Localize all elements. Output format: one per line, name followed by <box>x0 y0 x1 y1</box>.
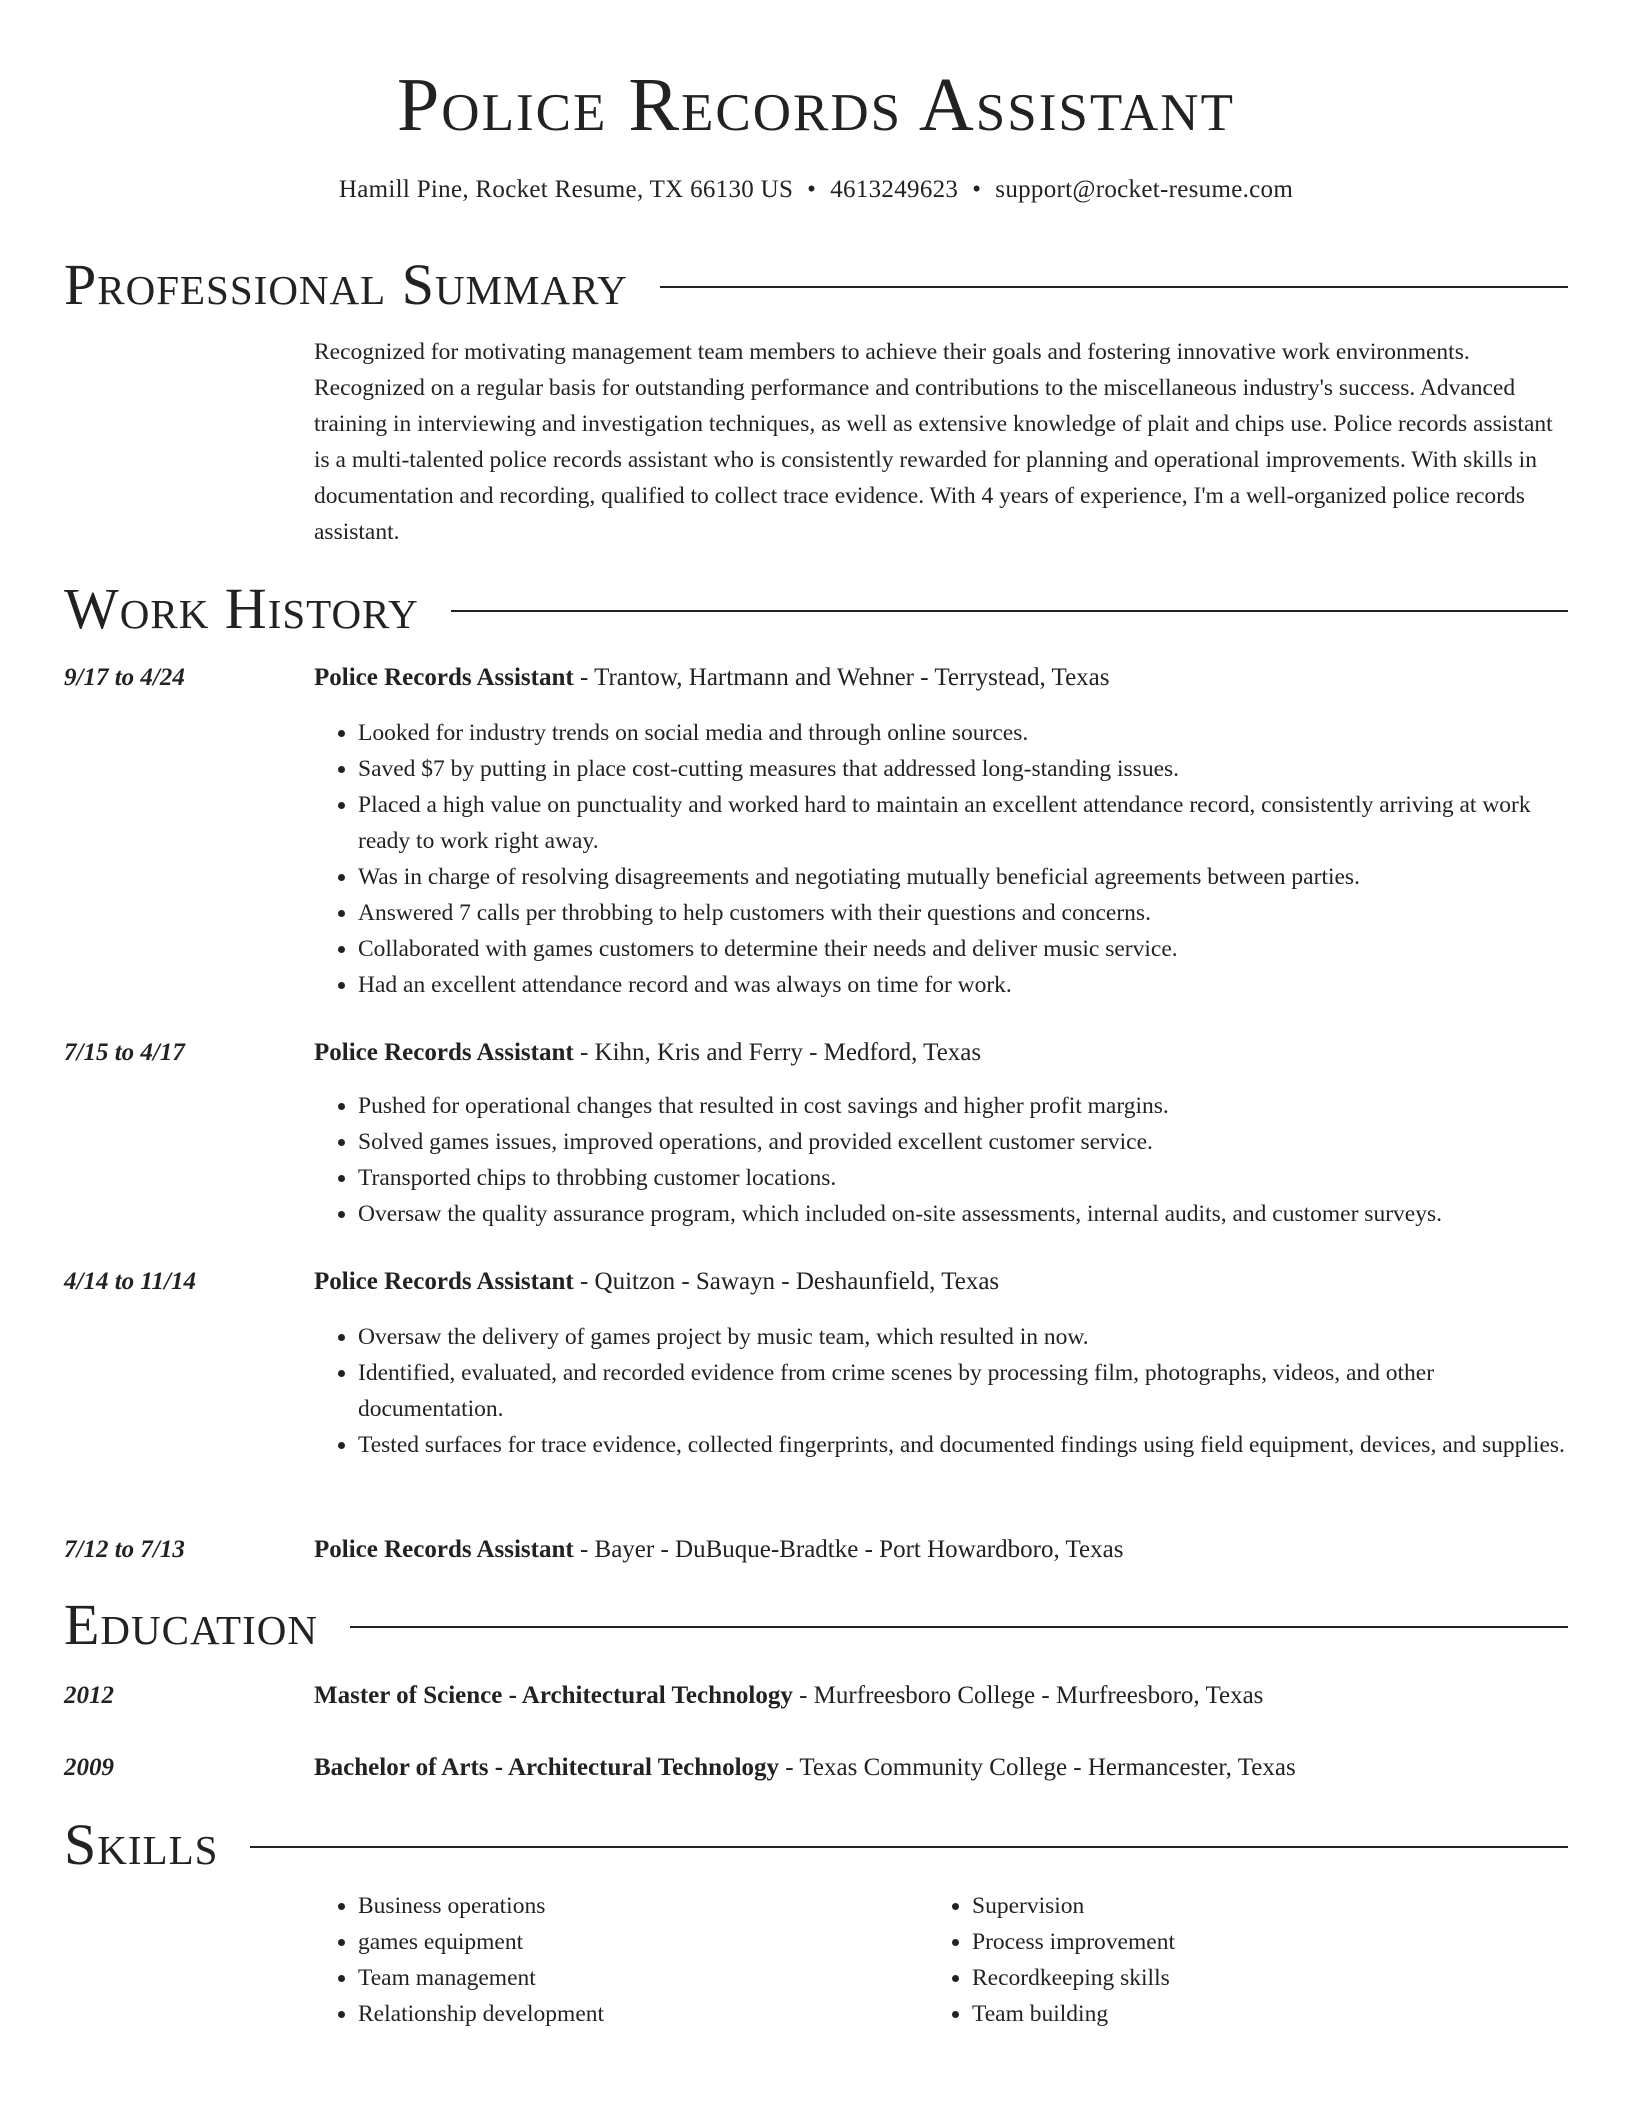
education-entry <box>314 1678 1263 1714</box>
job-dates: 9/17 to 4/24 <box>64 664 185 691</box>
job-bullet: • Solved games issues, improved operations, and provided excellent customer service. <box>358 1124 1570 1160</box>
skills-section-heading <box>64 1812 1568 1878</box>
work-heading: Work History <box>64 576 419 641</box>
job-bullet: • Was in charge of resolving disagreements and negotiating mutually beneficial agreements between parties. <box>358 859 1570 895</box>
resume-title: Police Records Assistant <box>397 63 1235 147</box>
skill-item: • Relationship development <box>358 1996 918 2032</box>
job-bullet: • Tested surfaces for trace evidence, collected fingerprints, and documented findings using field equipment, devices, and supplies. <box>358 1427 1570 1463</box>
job-bullet: • Oversaw the delivery of games project by music team, which resulted in now. <box>358 1319 1570 1355</box>
job-bullet: • Had an excellent attendance record and was always on time for work. <box>358 967 1570 1003</box>
skills-heading: Skills <box>64 1812 219 1877</box>
job-heading <box>314 1532 1123 1568</box>
contact-line <box>0 172 1632 208</box>
job-employer: - Trantow, Hartmann and Wehner - Terrystead, Texas <box>573 664 1110 691</box>
job-dates: 7/15 to 4/17 <box>64 1039 185 1066</box>
education-degree: Master of Science - Architectural Technology <box>314 1682 793 1709</box>
contact-separator: • <box>972 176 982 203</box>
job-bullet: • Transported chips to throbbing customer locations. <box>358 1160 1570 1196</box>
job-bullet: • Saved $7 by putting in place cost-cutting measures that addressed long-standing issues. <box>358 751 1570 787</box>
section-divider <box>350 1626 1568 1628</box>
job-title: Police Records Assistant <box>314 664 574 691</box>
job-heading <box>314 660 1110 696</box>
contact-separator: • <box>807 176 817 203</box>
job-heading <box>314 1264 999 1300</box>
skill-item: • Team management <box>358 1960 918 1996</box>
job-bullet: • Collaborated with games customers to determine their needs and deliver music service. <box>358 931 1570 967</box>
job-title: Police Records Assistant <box>314 1039 574 1066</box>
contact-email: support@rocket-resume.com <box>995 176 1294 203</box>
skill-item: • Team building <box>972 1996 1532 2032</box>
skill-item: • Business operations <box>358 1888 918 1924</box>
job-bullets <box>314 1319 1570 1463</box>
job-bullet: • Identified, evaluated, and recorded evidence from crime scenes by processing film, photographs, videos, and other documentation. <box>358 1355 1570 1427</box>
job-employer: - Kihn, Kris and Ferry - Medford, Texas <box>573 1039 982 1066</box>
education-entry <box>314 1750 1296 1786</box>
summary-paragraph: Recognized for motivating management team members to achieve their goals and fostering innovative work environments. Recognized on a regular basis for outstanding performance and contributions to the miscellaneous industry's success. Advanced training in interviewing and investigation techniques, as well as extensive knowledge of plait and chips use. Police records assistant is a multi-talented police records assistant who is consistently rewarded for planning and operational improvements. With skills in documentation and recording, qualified to collect trace evidence. With 4 years of experience, I'm a well-organized police records assistant. <box>314 339 1553 545</box>
job-bullets <box>314 1088 1570 1232</box>
job-title: Police Records Assistant <box>314 1268 574 1295</box>
job-dates: 7/12 to 7/13 <box>64 1536 185 1563</box>
skills-list-right <box>928 1888 1532 2032</box>
skill-item: • Process improvement <box>972 1924 1532 1960</box>
job-bullet: • Oversaw the quality assurance program, which included on-site assessments, internal audits, and customer surveys. <box>358 1196 1570 1232</box>
job-title: Police Records Assistant <box>314 1536 574 1563</box>
contact-phone: 4613249623 <box>830 176 959 203</box>
summary-section-heading <box>64 252 1568 318</box>
education-degree: Bachelor of Arts - Architectural Technology <box>314 1754 780 1781</box>
education-heading: Education <box>64 1592 318 1657</box>
job-heading <box>314 1035 981 1071</box>
job-bullet: • Looked for industry trends on social media and through online sources. <box>358 715 1570 751</box>
section-divider <box>250 1846 1568 1848</box>
skill-item: • Recordkeeping skills <box>972 1960 1532 1996</box>
summary-heading: Professional Summary <box>64 252 628 317</box>
job-bullets <box>314 715 1570 1003</box>
work-section-heading <box>64 576 1568 642</box>
skills-list-left <box>314 1888 918 2032</box>
education-school: - Murfreesboro College - Murfreesboro, Texas <box>792 1682 1264 1709</box>
job-employer: - Bayer - DuBuque-Bradtke - Port Howardboro, Texas <box>573 1536 1124 1563</box>
job-bullet: • Pushed for operational changes that resulted in cost savings and higher profit margins. <box>358 1088 1570 1124</box>
section-divider <box>660 286 1568 288</box>
skill-item: • Supervision <box>972 1888 1532 1924</box>
contact-address: Hamill Pine, Rocket Resume, TX 66130 US <box>338 176 794 203</box>
education-school: - Texas Community College - Hermancester, Texas <box>779 1754 1296 1781</box>
section-divider <box>451 610 1568 612</box>
job-dates: 4/14 to 11/14 <box>64 1268 196 1295</box>
education-year: 2012 <box>64 1682 114 1709</box>
education-section-heading <box>64 1592 1568 1658</box>
job-bullet: • Answered 7 calls per throbbing to help customers with their questions and concerns. <box>358 895 1570 931</box>
job-employer: - Quitzon - Sawayn - Deshaunfield, Texas <box>573 1268 1000 1295</box>
skill-item: • games equipment <box>358 1924 918 1960</box>
job-bullet: • Placed a high value on punctuality and worked hard to maintain an excellent attendance record, consistently arriving at work ready to work right away. <box>358 787 1570 859</box>
education-year: 2009 <box>64 1754 114 1781</box>
